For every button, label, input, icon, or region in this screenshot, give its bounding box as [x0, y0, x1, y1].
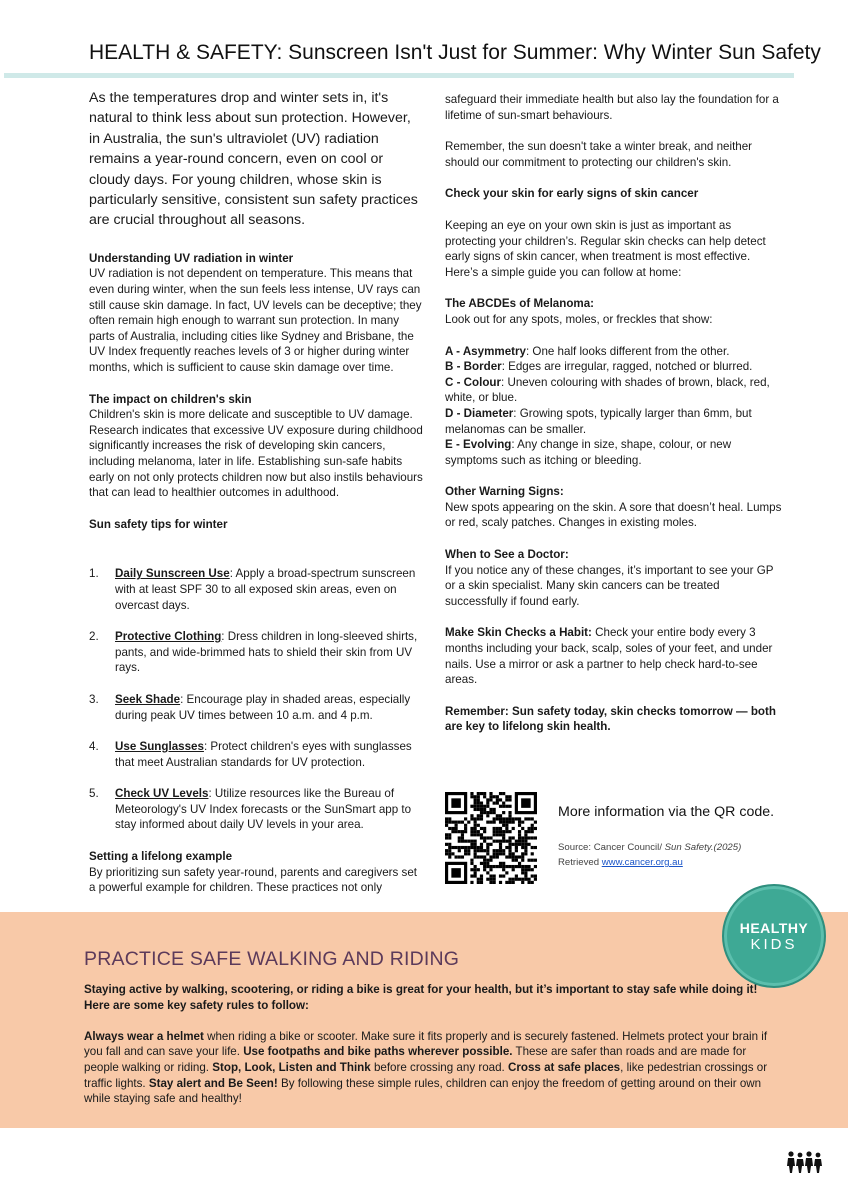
list-item: A - Asymmetry: One half looks different from the other.	[445, 344, 730, 358]
uv-heading: Understanding UV radiation in winter	[89, 251, 294, 265]
list-item: B - Border: Edges are irregular, ragged, notched or blurred.	[445, 360, 753, 374]
left-column	[89, 88, 425, 896]
abcde-list	[445, 344, 783, 469]
impact-text: Children's skin is more delicate and susceptible to UV damage. Research indicates that excessive UV exposure during childhood significantly increases the risk of developing skin cancers, including melanoma, later in life. Establishing sun-safe habits early on not only protects children now but also instils behaviours that can lead to healthier outcomes in adulthood.	[89, 408, 423, 500]
abcde-intro: Look out for any spots, moles, or freckles that show:	[445, 312, 713, 326]
habit-term: Make Skin Checks a Habit:	[445, 626, 592, 640]
check-heading: Check your skin for early signs of skin cancer	[445, 187, 699, 201]
header-rule	[4, 73, 794, 78]
list-item: E - Evolving: Any change in size, shape, colour, or new symptoms such as itching or bleeding.	[445, 438, 732, 467]
list-item: 5. Check UV Levels: Utilize resources like the Bureau of Meteorology's UV Index forecasts or the SunSmart app to stay informed about daily UV levels in your area.	[89, 787, 412, 832]
doctor-text: If you notice any of these changes, it’s important to see your GP or a skin specialist. Many skin cancers can be treated successfully if found early.	[445, 563, 774, 608]
list-item: C - Colour: Uneven colouring with shades of brown, black, red, white, or blue.	[445, 375, 770, 405]
abcde-heading: The ABCDEs of Melanoma:	[445, 297, 595, 311]
example-heading: Setting a lifelong example	[89, 850, 233, 864]
intro-paragraph: As the temperatures drop and winter sets in, it's natural to think less about sun protection. However, in Australia, the sun's ultraviolet (UV) radiation remains a year-round concern, even on cool or cloudy days. For young children, whose skin is particularly sensitive, consistent sun safety practices are crucial throughout all seasons.	[89, 90, 418, 229]
continued-text: safeguard their immediate health but also lay the foundation for a lifetime of sun-smart behaviours.	[445, 93, 779, 122]
remember-text: Remember, the sun doesn't take a winter break, and neither should our commitment to protecting our children's skin.	[445, 140, 753, 169]
qr-block	[445, 792, 785, 888]
qr-code-icon[interactable]	[445, 792, 537, 884]
tip-term: Seek Shade	[115, 692, 181, 706]
tips-heading: Sun safety tips for winter	[89, 517, 228, 531]
check-text: Keeping an eye on your own skin is just as important as protecting your children’s. Regular skin checks can help detect early signs of skin cancer, when treatment is most effective. Here’s a simple guide you can follow at home:	[445, 218, 766, 279]
right-column	[445, 92, 783, 735]
qr-title: More information via the QR code.	[558, 804, 775, 820]
kids-silhouette-icon	[786, 1150, 822, 1174]
tip-term: Daily Sunscreen Use	[115, 567, 230, 581]
source-link[interactable]: www.cancer.org.au	[601, 857, 683, 868]
tip-term: Protective Clothing	[115, 630, 222, 644]
band-lead: Staying active by walking, scootering, or riding a bike is great for your health, but it’s important to stay safe while doing it! Here are some key safety rules to follow:	[84, 983, 758, 1012]
tips-list	[89, 566, 425, 833]
title-kicker: HEALTH & SAFETY:	[89, 41, 283, 64]
tip-term: Check UV Levels	[115, 787, 209, 801]
qr-source: Source: Cancer Council/ Sun Safety.(2025) Retrieved www.cancer.org.au	[558, 842, 742, 868]
tip-term: Use Sunglasses	[115, 740, 204, 754]
title-text: Sunscreen Isn't Just for Summer: Why Winter Sun Safety	[282, 41, 821, 64]
logo-line-1: HEALTHY	[739, 920, 809, 936]
list-item: 2. Protective Clothing: Dress children in long-sleeved shirts, pants, and wide-brimmed hats to shield their skin from UV rays.	[89, 630, 418, 675]
habit-paragraph: Make Skin Checks a Habit: Check your entire body every 3 months including your back, scalp, soles of your feet, and under nails. Use a mirror or ask a partner to help check hard-to-see areas.	[445, 626, 773, 687]
list-item: 4. Use Sunglasses: Protect children's eyes with sunglasses that meet Australian standards for UV protection.	[89, 740, 412, 769]
healthy-kids-logo	[722, 884, 826, 988]
list-item: 3. Seek Shade: Encourage play in shaded areas, especially during peak UV times between 10 a.m. and 4 p.m.	[89, 692, 411, 722]
warning-text: New spots appearing on the skin. A sore that doesn’t heal. Lumps or red, scaly patches. Changes in existing moles.	[445, 500, 782, 530]
warning-heading: Other Warning Signs:	[445, 485, 564, 499]
impact-heading: The impact on children's skin	[89, 392, 252, 406]
list-item: 1. Daily Sunscreen Use: Apply a broad-spectrum sunscreen with at least SPF 30 to all exposed skin areas, even on overcast days.	[89, 567, 416, 612]
final-remember: Remember: Sun safety today, skin checks tomorrow — both are key to lifelong skin health.	[445, 704, 776, 734]
uv-text: UV radiation is not dependent on temperature. This means that even during winter, when the sun feels less intense, UV rays can still cause skin damage. In fact, UV levels can be deceptive; they often remain high enough to warrant sun protection. In many parts of Australia, including cities like Sydney and Brisbane, the UV Index frequently reaches levels of 3 or higher during winter months, which is sufficient to cause skin damage over time.	[89, 267, 422, 374]
page-title	[89, 38, 821, 68]
band-title: PRACTICE SAFE WALKING AND RIDING	[84, 948, 460, 970]
example-text: By prioritizing sun safety year-round, parents and caregivers set a powerful example for children. These practices not only	[89, 865, 418, 895]
band-text	[84, 982, 784, 1107]
logo-line-2: KIDS	[750, 936, 798, 953]
list-item: D - Diameter: Growing spots, typically larger than 6mm, but melanomas can be smaller.	[445, 406, 752, 436]
doctor-heading: When to See a Doctor:	[445, 548, 569, 562]
band-rules: Always wear a helmet when riding a bike or scooter. Make sure it fits properly and is securely fastened. Helmets protect your brain if you fall and can save your life. Use footpaths and bike paths wherever possible. These are safer than roads and are made for people walking or riding. Stop, Look, Listen and Think before crossing any road. Cross at safe places, like pedestrian crossings or traffic lights. Stay alert and Be Seen! By following these simple rules, children can enjoy the freedom of getting around on their own while staying safe and healthy!	[84, 1029, 768, 1106]
